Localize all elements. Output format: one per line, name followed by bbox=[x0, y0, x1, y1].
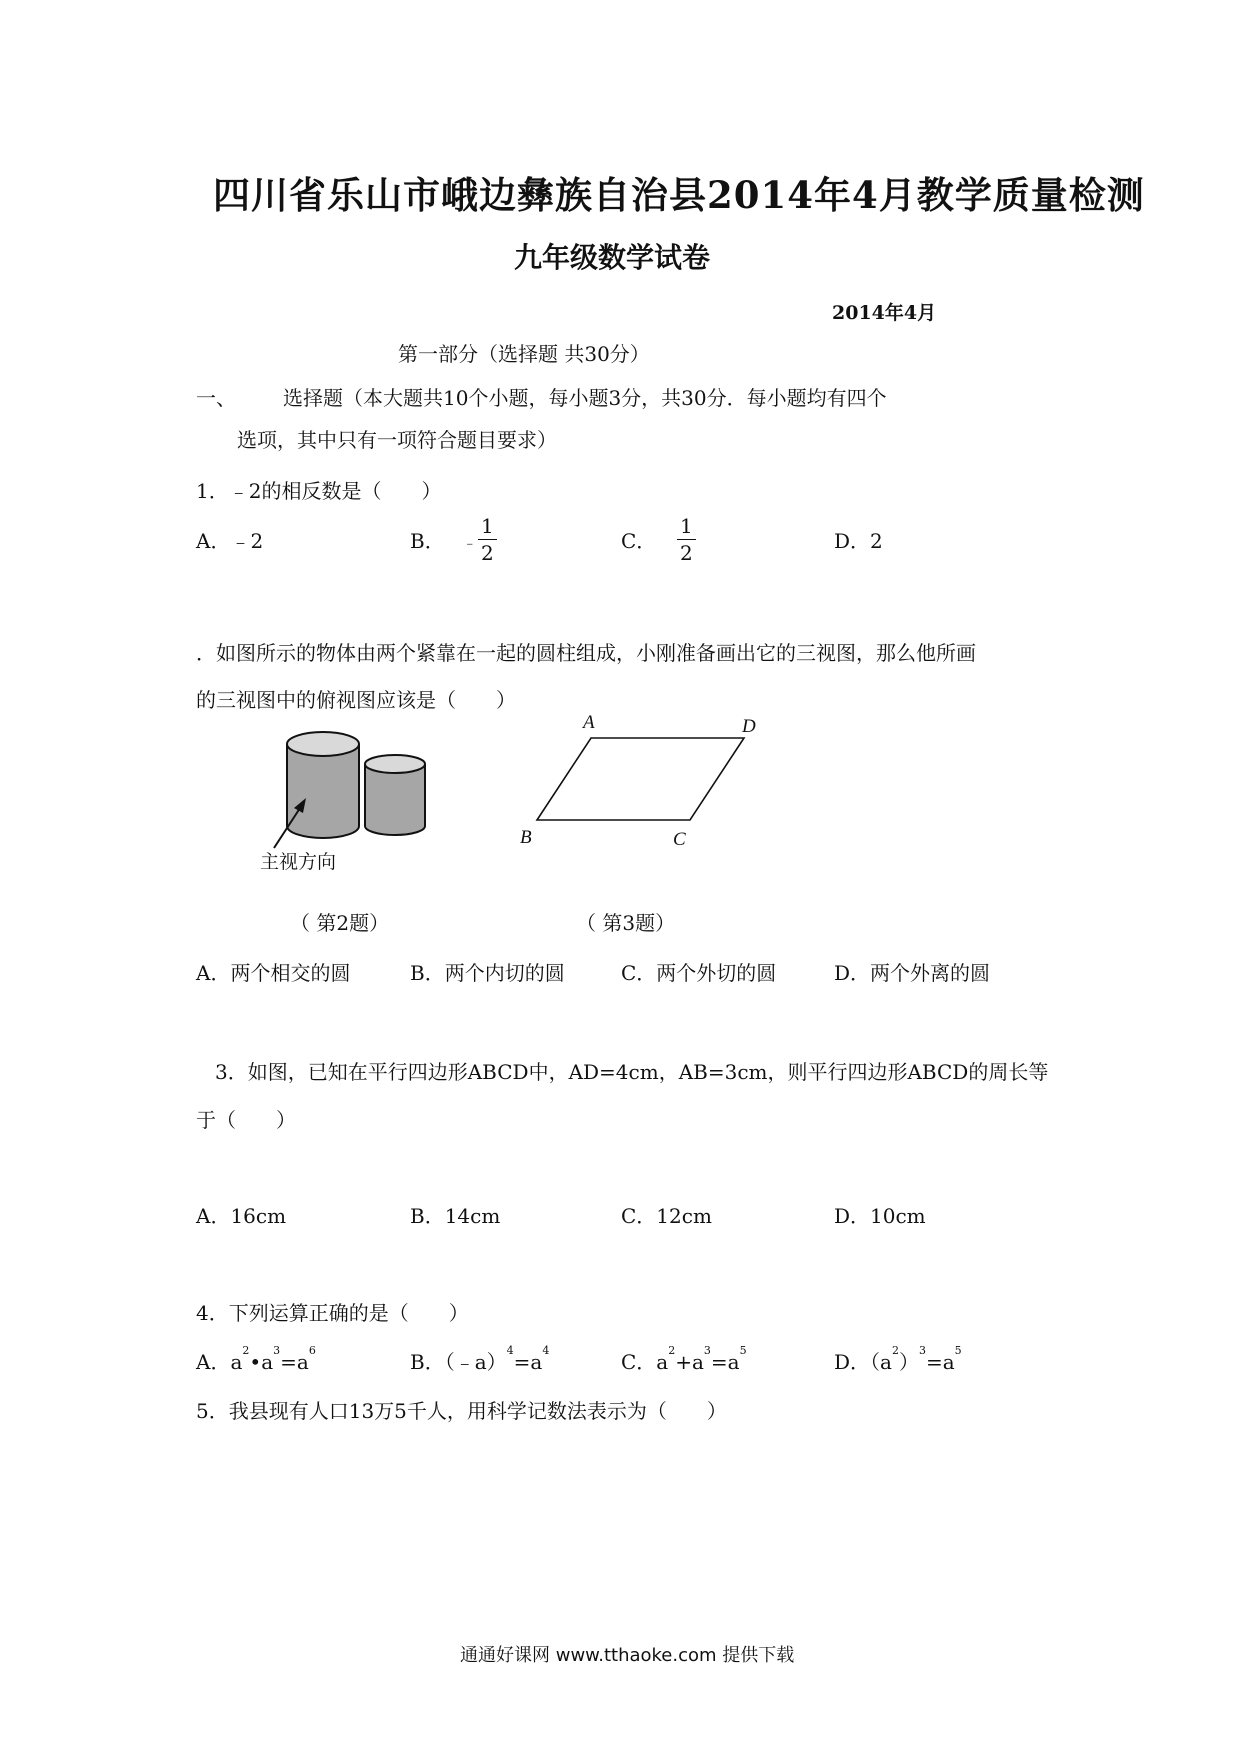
q3-figure-caption: （ 第3题） bbox=[576, 911, 676, 935]
exam-subtitle: 九年级数学试卷 bbox=[514, 241, 711, 274]
small-cylinder-top bbox=[365, 755, 425, 773]
q5-stem: 5．我县现有人口13万5千人，用科学记数法表示为（ ） bbox=[196, 1399, 727, 1423]
q4-a-exp2: 3 bbox=[273, 1344, 281, 1357]
section-number: 一、 bbox=[196, 386, 236, 410]
parallelogram-abcd bbox=[537, 738, 744, 820]
q4-d-mid: ） bbox=[898, 1350, 919, 1374]
q2-option-d: D．两个外离的圆 bbox=[834, 961, 991, 985]
section-instruction-line2: 选项，其中只有一项符合题目要求） bbox=[237, 428, 557, 452]
q4-option-d bbox=[834, 1346, 962, 1375]
part1-heading: 第一部分（选择题 共30分） bbox=[398, 342, 650, 366]
vertex-a-label: A bbox=[583, 712, 595, 733]
q1-option-d: D．2 bbox=[834, 529, 883, 553]
q4-a-exp3: 6 bbox=[308, 1344, 316, 1357]
q4-a-prefix: A． bbox=[196, 1350, 231, 1374]
q4-c-prefix: C．a bbox=[621, 1350, 669, 1374]
q4-c-mid: +a bbox=[675, 1350, 704, 1374]
exam-title: 四川省乐山市峨边彝族自治县2014年4月教学质量检测 bbox=[213, 173, 1145, 217]
q1-c-numerator: 1 bbox=[677, 513, 696, 540]
vertex-c-label: C bbox=[673, 829, 686, 850]
q4-d-exp1: 2 bbox=[891, 1344, 899, 1357]
q1-option-a: A．﹣2 bbox=[196, 529, 264, 553]
q1-option-c-fraction bbox=[677, 513, 696, 566]
q4-c-eq: =a bbox=[710, 1350, 740, 1374]
q1-b-numerator: 1 bbox=[478, 513, 497, 540]
q2-option-c: C．两个外切的圆 bbox=[621, 961, 777, 985]
q2-option-b: B．两个内切的圆 bbox=[410, 961, 565, 985]
q4-a-exp1: 2 bbox=[242, 1344, 250, 1357]
q4-d-exp3: 5 bbox=[954, 1344, 962, 1357]
q1-b-denominator: 2 bbox=[481, 541, 494, 565]
q1-c-denominator: 2 bbox=[680, 541, 693, 565]
q3-option-a: A．16cm bbox=[196, 1204, 287, 1228]
q4-option-c bbox=[621, 1346, 747, 1375]
big-cylinder-top bbox=[287, 732, 359, 756]
q4-b-prefix: B．（﹣a） bbox=[410, 1350, 507, 1374]
q3-parallelogram-figure bbox=[515, 718, 785, 858]
q4-a-eq: =a bbox=[280, 1350, 309, 1374]
vertex-b-label: B bbox=[520, 827, 532, 848]
q2-figure-caption: （ 第2题） bbox=[290, 911, 390, 935]
q4-d-eq: =a bbox=[925, 1350, 955, 1374]
big-cylinder-body bbox=[287, 744, 359, 838]
small-cylinder-body bbox=[365, 764, 425, 835]
exam-date: 2014年4月 bbox=[832, 302, 937, 324]
q4-c-exp2: 3 bbox=[703, 1344, 711, 1357]
q4-b-exp1: 4 bbox=[506, 1344, 514, 1357]
q4-c-exp1: 2 bbox=[668, 1344, 676, 1357]
q4-a-mid: •a bbox=[249, 1350, 274, 1374]
q4-d-prefix: D．（a bbox=[834, 1350, 892, 1374]
q4-a-base: a bbox=[230, 1350, 243, 1374]
q4-option-a bbox=[196, 1346, 316, 1375]
q3-option-d: D．10cm bbox=[834, 1204, 926, 1228]
q4-b-exp2: 4 bbox=[542, 1344, 550, 1357]
footer-credit: 通通好课网 www.tthaoke.com 提供下载 bbox=[460, 1645, 795, 1666]
q3-option-c: C．12cm bbox=[621, 1204, 712, 1228]
q2-stem-line2: 的三视图中的俯视图应该是（ ） bbox=[196, 688, 516, 712]
q2-figure-label: 主视方向 bbox=[260, 851, 337, 873]
q4-stem: 4．下列运算正确的是（ ） bbox=[196, 1301, 469, 1325]
section-instruction-line1: 选择题（本大题共10个小题，每小题3分，共30分．每小题均有四个 bbox=[283, 386, 887, 410]
q4-option-b bbox=[410, 1346, 549, 1375]
vertex-d-label: D bbox=[742, 716, 756, 737]
q4-b-eq: =a bbox=[513, 1350, 543, 1374]
q4-c-exp3: 5 bbox=[739, 1344, 747, 1357]
q1-option-b bbox=[410, 525, 477, 554]
q4-d-exp2: 3 bbox=[918, 1344, 926, 1357]
q3-stem-line2: 于（ ） bbox=[196, 1108, 296, 1132]
q1-option-c-prefix: C． bbox=[621, 529, 657, 553]
q3-option-b: B．14cm bbox=[410, 1204, 501, 1228]
q2-stem-line1: ．如图所示的物体由两个紧靠在一起的圆柱组成，小刚准备画出它的三视图，那么他所画 bbox=[196, 641, 976, 665]
q3-stem-line1: 3．如图，已知在平行四边形ABCD中，AD=4cm，AB=3cm，则平行四边形ABCD的周长等 bbox=[215, 1060, 1049, 1084]
q1-option-b-fraction bbox=[478, 513, 497, 566]
q2-option-a: A．两个相交的圆 bbox=[196, 961, 351, 985]
q1-option-b-sign: ﹣ bbox=[462, 535, 477, 552]
q1-stem: 1．﹣2的相反数是（ ） bbox=[196, 479, 442, 503]
q1-option-b-prefix: B． bbox=[410, 529, 445, 553]
